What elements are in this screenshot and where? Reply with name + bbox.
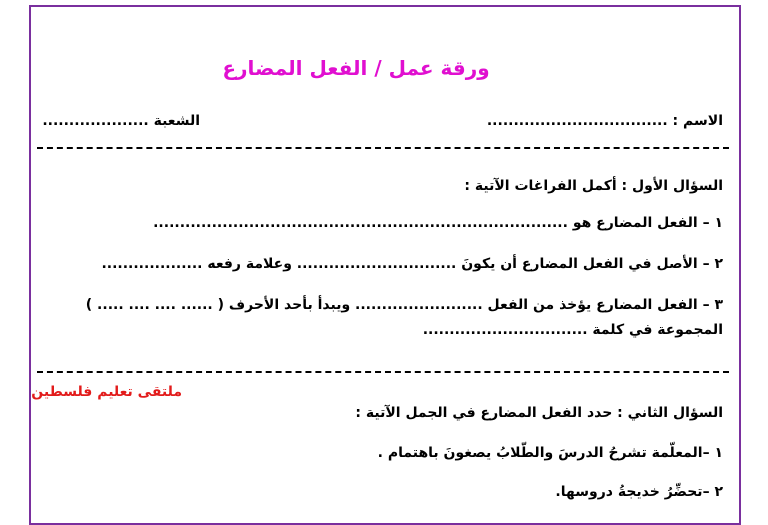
dashed-divider (37, 371, 729, 373)
name-field-label: الاسم : .................................. (486, 113, 723, 129)
section-field-label: الشعبة .................... (42, 113, 200, 129)
watermark-label: ملتقى تعليم فلسطين (31, 384, 182, 400)
q1-item-2: ٢ – الأصل في الفعل المضارع أن يكونَ .............................. وعلامة رفعه ................... (101, 256, 723, 272)
dashed-divider (37, 147, 729, 149)
q1-item-3-line-2: المجموعة في كلمة ............................... (422, 322, 723, 338)
q1-item-1: ١ – الفعل المضارع هو .............................................................................. (153, 215, 723, 231)
q1-item-3-line-1: ٣ – الفعل المضارع يؤخذ من الفعل ........................ ويبدأ بأحد الأحرف ( ...... .... .... ..... ) (85, 297, 723, 313)
worksheet-title: ورقة عمل / الفعل المضارع (222, 56, 490, 80)
q2-item-1: ١ –المعلّمة تشرحُ الدرسَ والطّلابُ يصغونَ باهتمام . (377, 445, 723, 461)
q1-heading: السؤال الأول : أكمل الفراغات الآتية : (464, 178, 723, 194)
q2-heading: السؤال الثاني : حدد الفعل المضارع في الجمل الآتية : (355, 405, 723, 421)
q2-item-2: ٢ –تحضِّرُ خديجةُ دروسها. (555, 484, 723, 500)
